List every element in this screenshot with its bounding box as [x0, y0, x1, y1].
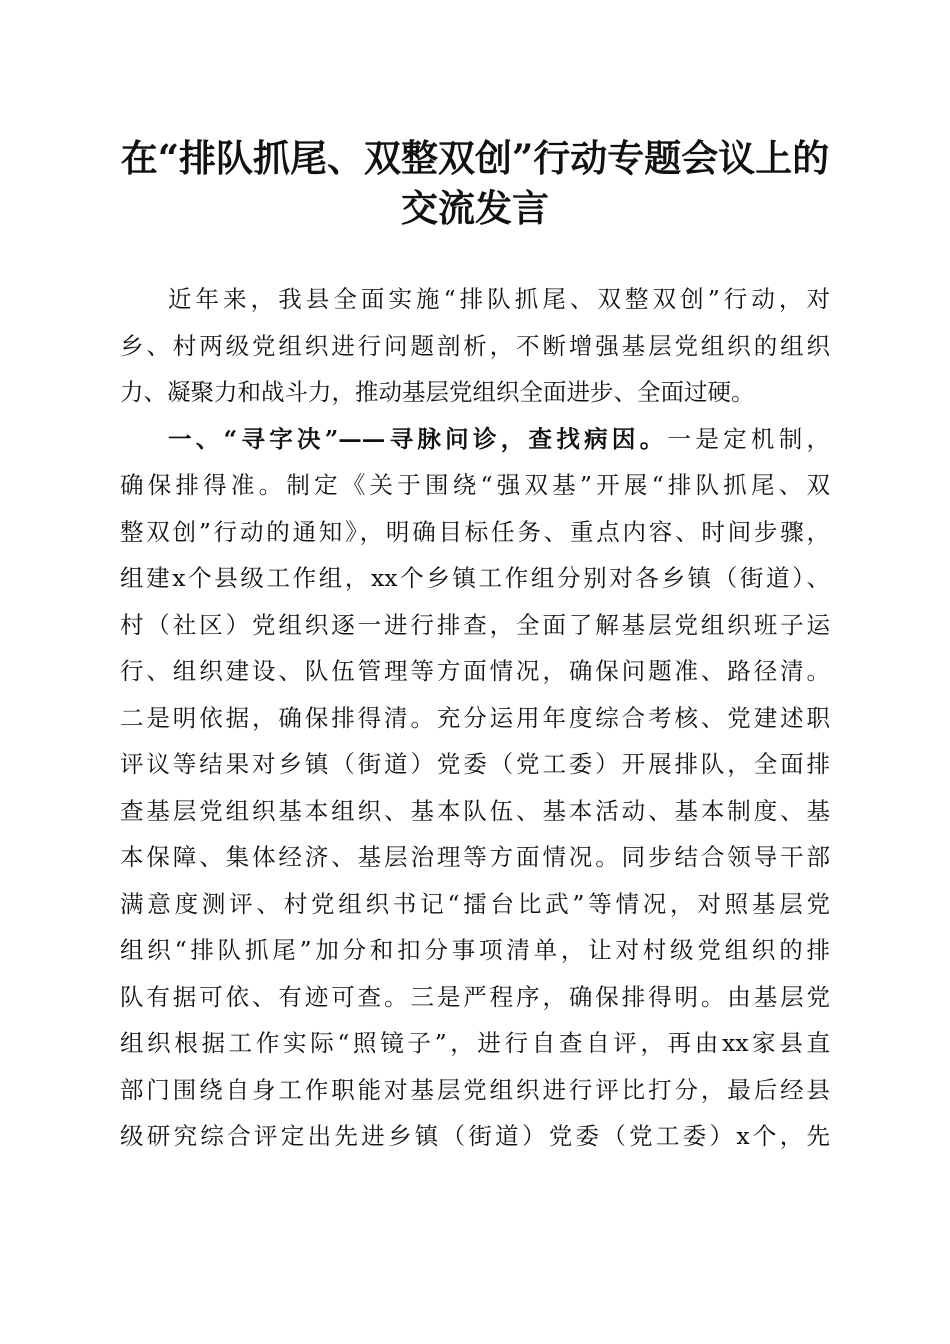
paragraph-line: 组建x个县级工作组，xx个乡镇工作组分别对各乡镇（街道）、: [120, 564, 830, 592]
title-line-1: 在“排队抓尾、双整双创”行动专题会议上的: [120, 136, 830, 180]
paragraph-line: 级研究综合评定出先进乡镇（街道）党委（党工委）x个，先: [120, 1122, 830, 1150]
paragraph-line: 查基层党组织基本组织、基本队伍、基本活动、基本制度、基: [120, 796, 830, 825]
intro-line: 力、凝聚力和战斗力，推动基层党组织全面进步、全面过硬。: [120, 378, 755, 406]
paragraph-line: 行、组织建设、队伍管理等方面情况，确保问题准、路径清。: [120, 657, 830, 685]
paragraph-line: 队有据可依、有迹可查。三是严程序，确保排得明。由基层党: [120, 982, 830, 1011]
document-title: [100, 133, 850, 233]
paragraph-line: 组织“排队抓尾”加分和扣分事项清单，让对村级党组织的排: [120, 936, 830, 964]
paragraph-line: 部门围绕自身工作职能对基层党组织进行评比打分，最后经县: [120, 1075, 830, 1104]
paragraph-line: 村（社区）党组织逐一进行排查，全面了解基层党组织班子运: [120, 610, 830, 639]
paragraph-line: 评议等结果对乡镇（街道）党委（党工委）开展排队，全面排: [120, 750, 830, 778]
paragraph-line: 本保障、集体经济、基层治理等方面情况。同步结合领导干部: [120, 843, 830, 871]
paragraph-line: 整双创”行动的通知》，明确目标任务、重点内容、时间步骤，: [120, 517, 830, 546]
title-line-2: 交流发言: [401, 186, 549, 230]
section-1-first-line-rest: 一是定机制，: [667, 424, 830, 453]
paragraph-line: 二是明依据，确保排得清。充分运用年度综合考核、党建述职: [120, 703, 830, 732]
paragraph-line: 组织根据工作实际“照镜子”，进行自查自评，再由xx家县直: [120, 1029, 830, 1057]
section-1-first-line: [120, 416, 830, 463]
document-body: [120, 276, 830, 1160]
intro-line: 乡、村两级党组织进行问题剖析，不断增强基层党组织的组织: [120, 331, 830, 360]
intro-line: 近年来，我县全面实施“排队抓尾、双整双创”行动，对: [168, 285, 830, 313]
section-1-heading: 一、“寻字决”——寻脉问诊，查找病因。: [168, 424, 668, 453]
paragraph-line: 满意度测评、村党组织书记“擂台比武”等情况，对照基层党: [120, 889, 830, 918]
paragraph-line: 确保排得准。制定《关于围绕“强双基”开展“排队抓尾、双: [120, 471, 830, 499]
